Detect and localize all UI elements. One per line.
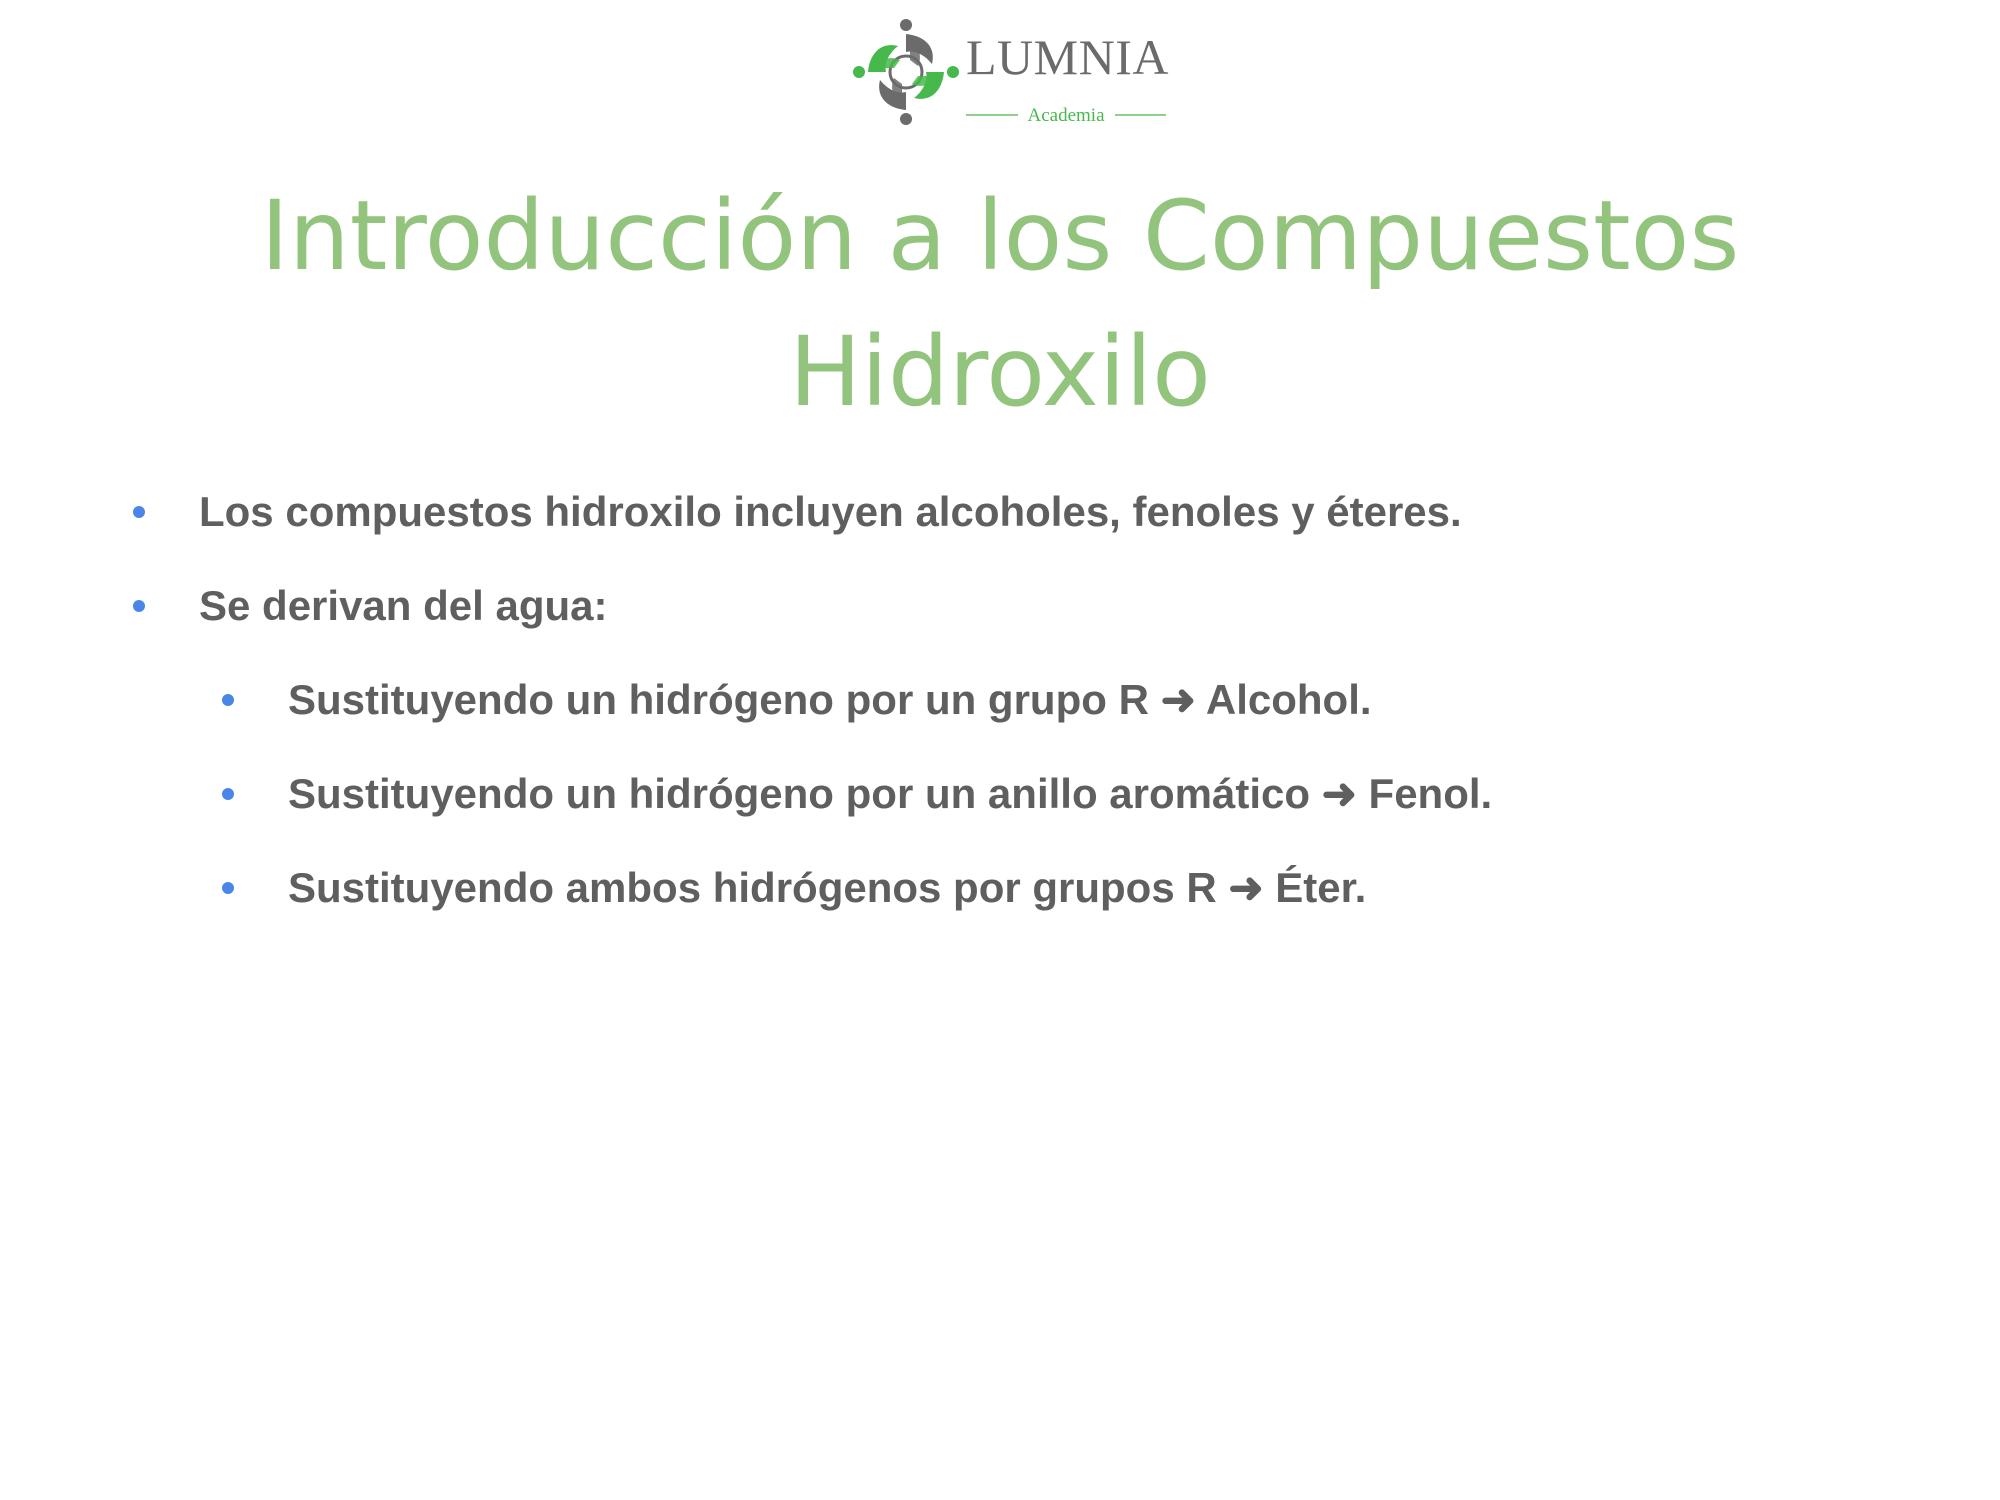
lumnia-logo-mark-icon: [850, 16, 962, 128]
sub-bullet-text: Sustituyendo ambos hidrógenos por grupos R ➜ Éter.: [288, 864, 1367, 911]
list-item: [222, 764, 1492, 824]
sub-bullet-text: Sustituyendo un hidrógeno por un anillo aromático ➜ Fenol.: [288, 770, 1493, 817]
list-item: [222, 858, 1366, 918]
sub-bullet-dot-icon: [222, 694, 234, 706]
sub-bullet-text: Sustituyendo un hidrógeno por un grupo R ➜ Alcohol.: [288, 676, 1372, 723]
sub-bullet-dot-icon: [222, 788, 234, 800]
bullet-text: Los compuestos hidroxilo incluyen alcoholes, fenoles y éteres.: [199, 488, 1462, 535]
list-item: [133, 482, 1462, 542]
logo-subtitle-row: [966, 104, 1166, 126]
logo-divider-left: [966, 114, 1018, 116]
logo-name: LUMNIA: [966, 29, 1169, 85]
logo-divider-right: [1115, 114, 1167, 116]
lumnia-logo: [850, 16, 1170, 128]
sub-bullet-dot-icon: [222, 882, 234, 894]
slide-title-line-1: Introducción a los Compuestos: [260, 180, 1740, 292]
slide-title-line-2: Hidroxilo: [789, 316, 1211, 428]
list-item: [133, 576, 607, 636]
list-item: [222, 670, 1372, 730]
bullet-text: Se derivan del agua:: [199, 582, 608, 629]
slide-title: [0, 168, 2000, 440]
logo-subtitle: Academia: [1027, 104, 1105, 126]
bullet-dot-icon: [133, 600, 145, 612]
bullet-dot-icon: [133, 506, 145, 518]
